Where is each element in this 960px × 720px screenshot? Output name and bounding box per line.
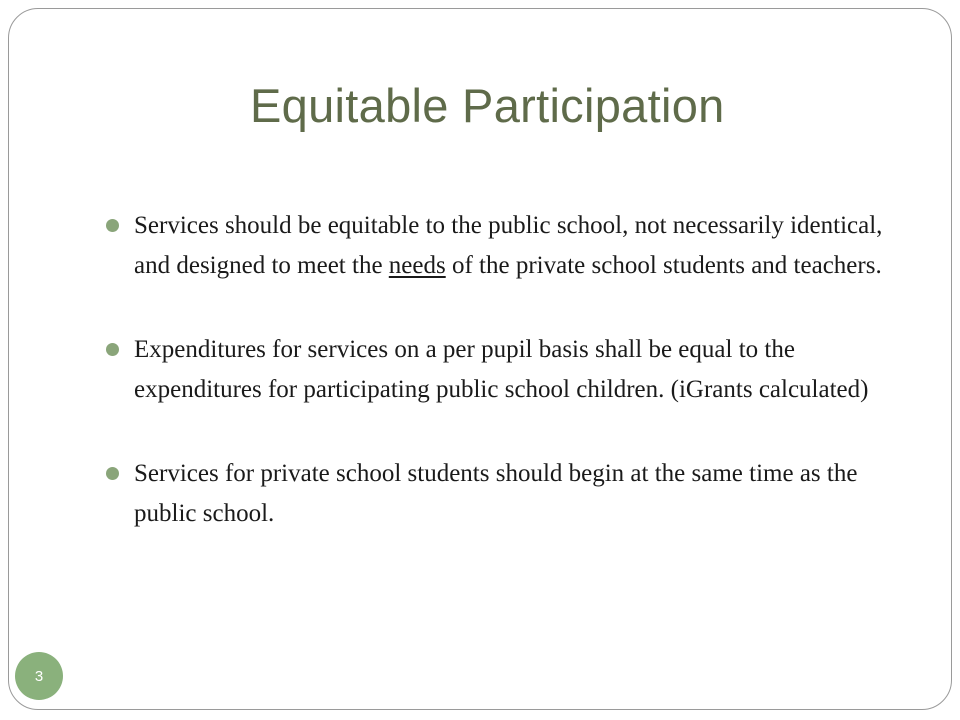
page-number-badge: 3 (15, 652, 63, 700)
bullet-dot-icon (106, 343, 119, 356)
bullet-item-3 (106, 454, 906, 534)
bullet-dot-icon (106, 467, 119, 480)
slide-title: Equitable Participation (250, 79, 725, 132)
bullet-list (106, 206, 906, 534)
bullet-text-1-before: Services should be equitable to the public school, not necessarily identical, and designed to meet the (134, 212, 883, 279)
bullet-item-2 (106, 330, 906, 410)
bullet-item-1 (106, 206, 906, 286)
bullet-text-3: Services for private school students should begin at the same time as the public school. (134, 460, 858, 527)
bullet-text-1-emphasis: needs (388, 252, 446, 279)
bullet-text-2: Expenditures for services on a per pupil basis shall be equal to the expenditures for participating public school children. (iGrants calculated) (134, 336, 869, 403)
bullet-text-1-after: of the private school students and teachers. (445, 252, 882, 279)
bullet-dot-icon (106, 219, 119, 232)
